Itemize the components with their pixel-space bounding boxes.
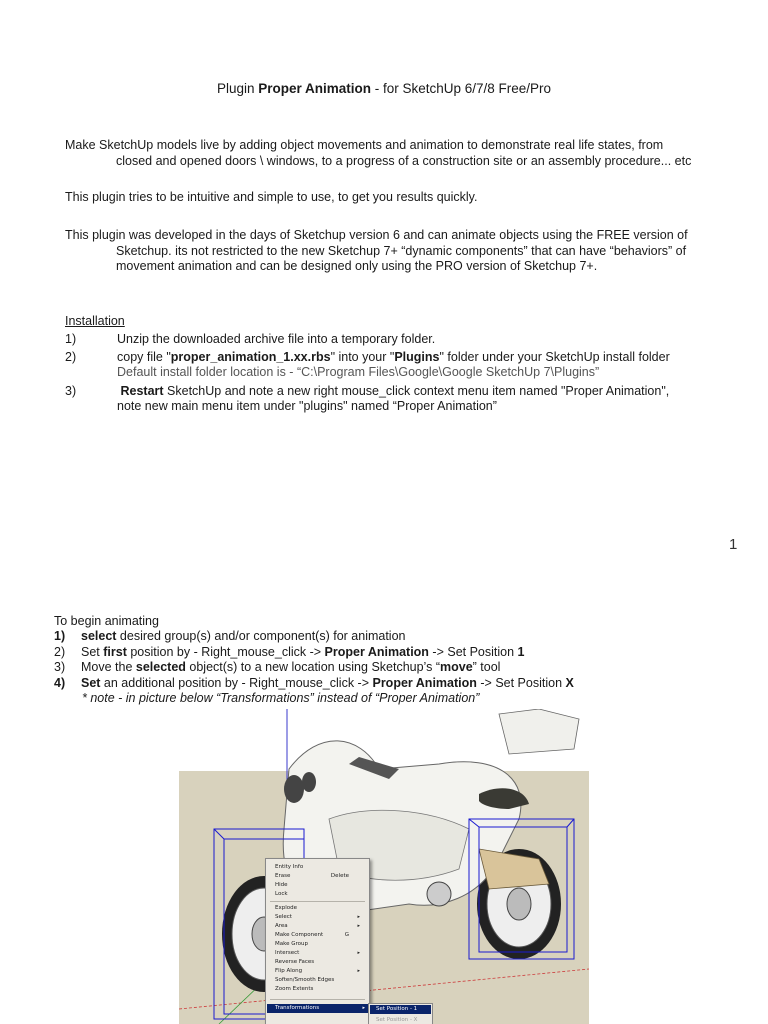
animating-step-1 xyxy=(54,629,704,644)
menu-item-label: Select xyxy=(275,914,292,920)
step-text-bold: Proper Animation xyxy=(372,676,477,690)
step-text-part: -> Set Position xyxy=(428,645,518,659)
page-title xyxy=(0,81,768,96)
history-line-1: This plugin was developed in the days of Sketchup version 6 and can animate objects using the FREE version of xyxy=(65,228,688,242)
menu-item-select[interactable] xyxy=(275,913,363,922)
menu-item-flip-along[interactable] xyxy=(275,967,363,976)
page-number: 1 xyxy=(729,536,738,553)
step-number: 2) xyxy=(54,645,66,659)
step-number: 2) xyxy=(65,350,77,364)
intuitive-paragraph: This plugin tries to be intuitive and simple to use, to get you results quickly. xyxy=(65,190,478,204)
history-line-2: Sketchup. its not restricted to the new Sketchup 7+ “dynamic components” that can have “behaviors” of xyxy=(116,243,687,258)
restart-label: Restart xyxy=(120,384,164,398)
menu-item-label: Explode xyxy=(275,905,297,911)
step-text-part: SketchUp and note a new right mouse_click context menu item named "Proper Animation", xyxy=(163,384,670,398)
menu-item-shortcut: Delete xyxy=(330,873,349,879)
title-plugin-name: Proper Animation xyxy=(258,81,371,96)
menu-item-soften-smooth-edges[interactable] xyxy=(275,976,363,985)
plugins-folder-name: Plugins xyxy=(394,350,440,364)
installation-heading: Installation xyxy=(65,314,125,328)
step-text xyxy=(117,350,717,380)
step-text-bold: 1 xyxy=(517,645,525,659)
menu-item-label: Flip Along xyxy=(275,968,303,974)
step-text xyxy=(117,384,717,414)
menu-item-label: Intersect xyxy=(275,950,300,956)
menu-item-label: Soften/Smooth Edges xyxy=(275,977,335,983)
transformations-note: * note - in picture below “Transformations” instead of “Proper Animation” xyxy=(82,691,480,705)
step-text xyxy=(81,645,525,660)
step-number: 1) xyxy=(54,629,66,643)
menu-item-label: Make Component xyxy=(275,932,324,938)
step-number: 3) xyxy=(54,660,66,674)
history-line-3: movement animation and can be designed only using the PRO version of Sketchup 7+. xyxy=(116,259,598,273)
context-menu xyxy=(265,858,370,1024)
step-text xyxy=(81,660,500,675)
menu-item-make-component[interactable] xyxy=(275,931,363,940)
step-text-part: copy file " xyxy=(117,350,171,364)
step-number: 1) xyxy=(65,332,77,346)
step-text-part: " into your " xyxy=(330,350,395,364)
step-text-part: Set xyxy=(81,645,104,659)
step-text xyxy=(81,676,574,691)
step-text-bold: first xyxy=(103,645,127,659)
menu-item-explode[interactable] xyxy=(275,904,363,913)
menu-item-label: Erase xyxy=(275,873,291,879)
step-text-part: ” tool xyxy=(472,660,501,674)
menu-item-label: Transformations xyxy=(275,1005,320,1011)
menu-item-label: Area xyxy=(275,923,288,929)
step-text-part: Move the xyxy=(81,660,136,674)
submenu-arrow-icon: ▸ xyxy=(357,950,360,956)
select-label: select xyxy=(81,629,117,643)
menu-item-intersect[interactable] xyxy=(275,949,363,958)
submenu-arrow-icon: ▸ xyxy=(362,1005,365,1011)
sketchup-screenshot xyxy=(179,709,589,1024)
menu-item-hide[interactable] xyxy=(275,881,363,890)
intro-line-2: closed and opened doors \ windows, to a progress of a construction site or an assembly procedure... etc xyxy=(116,153,692,168)
menu-item-entity-info[interactable] xyxy=(275,863,363,872)
motorcycle-model-illustration xyxy=(179,709,589,1024)
menu-separator xyxy=(270,999,365,1000)
menu-item-label: Entity Info xyxy=(275,864,304,870)
submenu-arrow-icon: ▸ xyxy=(357,923,360,929)
menu-separator xyxy=(270,901,365,902)
install-folder-note: Default install folder location is - “C:\Program Files\Google\Google SketchUp 7\Plugins” xyxy=(117,365,600,379)
menu-item-label: Zoom Extents xyxy=(275,986,314,992)
step-number: 4) xyxy=(54,676,66,690)
install-step-2 xyxy=(0,350,768,382)
menu-item-area[interactable] xyxy=(275,922,363,931)
step-text xyxy=(81,629,406,644)
install-step-3 xyxy=(0,384,768,416)
step-text-part: position by - Right_mouse_click -> xyxy=(126,645,325,659)
title-suffix: - for SketchUp 6/7/8 Free/Pro xyxy=(370,81,552,96)
menu-item-erase[interactable] xyxy=(275,872,363,881)
step-text-bold: move xyxy=(440,660,473,674)
history-paragraph xyxy=(65,228,715,275)
animating-step-4 xyxy=(54,676,704,691)
transformations-submenu xyxy=(368,1003,433,1024)
step-text-part: -> Set Position xyxy=(476,676,566,690)
step-text-bold: Set xyxy=(81,676,101,690)
submenu-arrow-icon: ▸ xyxy=(357,968,360,974)
menu-item-make-group[interactable] xyxy=(275,940,363,949)
step-text-bold: selected xyxy=(135,660,186,674)
menu-item-label: Make Group xyxy=(275,941,308,947)
menu-item-shortcut: G xyxy=(344,932,349,938)
menu-item-transformations[interactable] xyxy=(267,1004,368,1013)
menu-item-reverse-faces[interactable] xyxy=(275,958,363,967)
step-text-part: note new main menu item under "plugins" named “Proper Animation” xyxy=(117,399,497,413)
step-text-bold: Proper Animation xyxy=(324,645,429,659)
menu-item-zoom-extents[interactable] xyxy=(275,985,363,994)
step-text-part: desired group(s) and/or component(s) for animation xyxy=(116,629,406,643)
animating-step-2 xyxy=(54,645,704,660)
menu-item-label: Hide xyxy=(275,882,288,888)
step-text-part: an additional position by - Right_mouse_click -> xyxy=(100,676,373,690)
step-number: 3) xyxy=(65,384,77,398)
animating-heading: To begin animating xyxy=(54,614,159,628)
plugin-file-name: proper_animation_1.xx.rbs xyxy=(170,350,331,364)
submenu-item-set-position-x[interactable]: Set Position - X xyxy=(376,1017,418,1023)
menu-item-label: Lock xyxy=(275,891,288,897)
step-text-part: " folder under your SketchUp install folder xyxy=(439,350,670,364)
menu-item-lock[interactable] xyxy=(275,890,363,899)
step-text-bold: X xyxy=(565,676,574,690)
animating-step-3 xyxy=(54,660,704,675)
title-prefix: Plugin xyxy=(216,81,259,96)
submenu-arrow-icon: ▸ xyxy=(357,914,360,920)
intro-paragraph xyxy=(65,138,715,169)
intro-line-1: Make SketchUp models live by adding object movements and animation to demonstrate real life states, from xyxy=(65,138,664,152)
submenu-item-set-position-1[interactable]: Set Position - 1 xyxy=(370,1005,431,1014)
step-text: Unzip the downloaded archive file into a temporary folder. xyxy=(117,332,436,346)
step-text-part: object(s) to a new location using Sketchup’s “ xyxy=(185,660,440,674)
install-step-1 xyxy=(0,332,768,352)
menu-item-label: Reverse Faces xyxy=(275,959,315,965)
